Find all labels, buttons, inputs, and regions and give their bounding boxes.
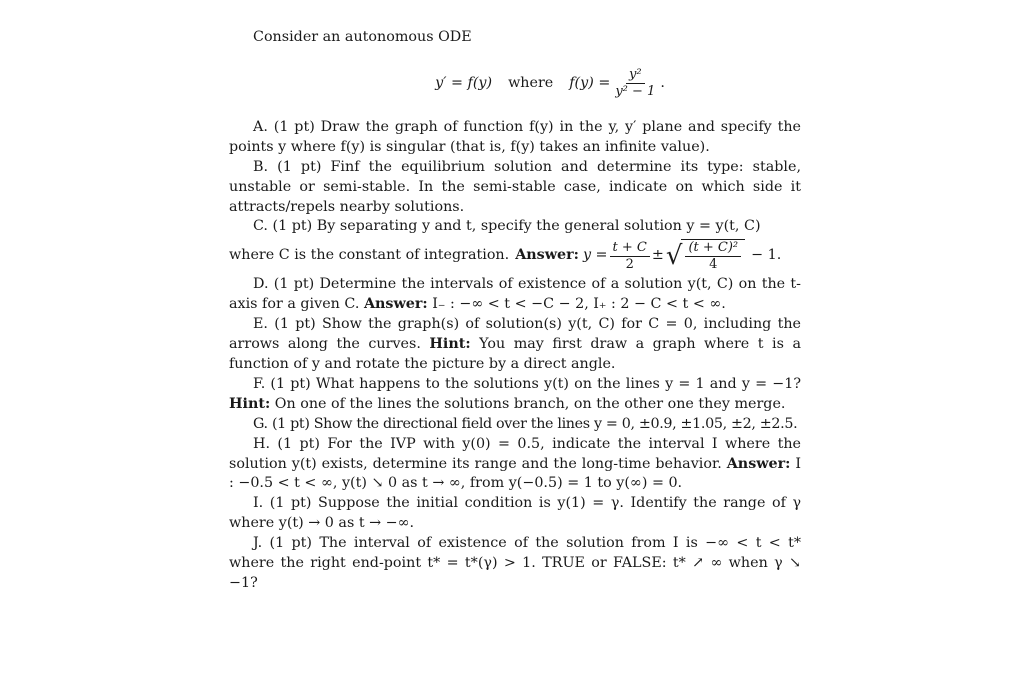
item-d-answer: I₋ : −∞ < t < −C − 2, I₊ : 2 − C < t < ∞. xyxy=(432,296,726,313)
equation-denominator: y² − 1 xyxy=(615,84,656,100)
item-c-sqrt-body xyxy=(681,239,745,273)
equation-numerator: y² xyxy=(626,67,645,84)
item-d-text: D. (1 pt) Determine the intervals of existence of a solution y(t, C) on the t-axis for a given C. xyxy=(229,276,801,313)
item-j: J. (1 pt) The interval of existence of the solution from I is −∞ < t < t* where the right end-point t* = t*(γ) > 1. TRUE or FALSE: t* ↗ ∞ when γ ↘ −1? xyxy=(229,535,801,591)
ode-equation xyxy=(299,62,801,106)
item-h-text: H. (1 pt) For the IVP with y(0) = 0.5, indicate the interval I where the solution y(t) exists, determine its range and the long-time behavior. xyxy=(229,435,801,472)
item-c-frac-num: t + C xyxy=(610,240,650,257)
intro-text: Consider an autonomous ODE xyxy=(253,29,472,45)
item-d xyxy=(229,275,801,315)
item-d-answer-label: Answer: xyxy=(363,296,428,313)
item-c-pm: ± xyxy=(651,247,664,264)
item-e-hint-label: Hint: xyxy=(429,336,471,353)
item-c-frac-den: 2 xyxy=(625,256,634,272)
problem-document xyxy=(229,24,801,594)
item-f-text: F. (1 pt) What happens to the solutions y(t) on the lines y = 1 and y = −1? xyxy=(253,375,801,392)
item-c: C. (1 pt) By separating y and t, specify the general solution y = y(t, C) xyxy=(253,218,761,235)
item-c-sqrt xyxy=(666,239,745,273)
item-c-sqrt-num: (t + C)² xyxy=(685,240,741,257)
item-e-text: E. (1 pt) Show the graph(s) of solution(s) y(t, C) for C = 0, including the arrows along the curves. xyxy=(229,316,801,353)
equation-where: where xyxy=(508,74,554,91)
item-g: G. (1 pt) Show the directional field over the lines y = 0, ±0.9, ±1.05, ±2, ±2.5. xyxy=(253,415,798,432)
item-c-answer-label: Answer: xyxy=(515,247,579,264)
item-i: I. (1 pt) Suppose the initial condition is y(1) = γ. Identify the range of γ where y(t) → 0 as t → −∞. xyxy=(229,495,801,532)
item-h-answer: I : −0.5 < t < ∞, y(t) ↘ 0 as t → ∞, from y(−0.5) = 1 to y(∞) = 0. xyxy=(229,455,802,492)
item-f-hint: On one of the lines the solutions branch, on the other one they merge. xyxy=(274,395,786,412)
item-c-answer-formula xyxy=(583,239,781,273)
item-c-sqrt-den: 4 xyxy=(709,257,718,273)
item-c-sqrt-fraction xyxy=(685,240,741,273)
equation-fraction xyxy=(612,67,658,100)
item-c-answer-y: y = xyxy=(582,247,608,264)
item-e xyxy=(229,315,801,375)
equation-lhs: y′ = f(y) xyxy=(435,74,493,91)
item-e-hint: You may first draw a graph where t is a function of y and rotate the picture by a direct angle. xyxy=(229,336,802,372)
equation-end: . xyxy=(660,74,665,91)
item-f-hint-label: Hint: xyxy=(229,395,271,412)
item-f xyxy=(229,375,801,415)
equation-f-label: f(y) = xyxy=(569,74,611,91)
item-c-line2: where C is the constant of integration. xyxy=(229,247,510,264)
item-c-tail: − 1. xyxy=(751,247,782,264)
sqrt-icon: √ xyxy=(665,241,683,272)
item-c-fraction xyxy=(610,240,650,273)
item-h xyxy=(229,435,801,495)
item-b: B. (1 pt) Finf the equilibrium solution and determine its type: stable, unstable or semi-stable. In the semi-stable case, indicate on which side it attracts/repels nearby solutions. xyxy=(229,158,801,215)
item-c-answer-line xyxy=(229,236,801,276)
item-h-answer-label: Answer: xyxy=(726,455,791,472)
item-a: A. (1 pt) Draw the graph of function f(y) in the y, y′ plane and specify the points y where f(y) is singular (that is, f(y) takes an infinite value). xyxy=(229,118,801,155)
